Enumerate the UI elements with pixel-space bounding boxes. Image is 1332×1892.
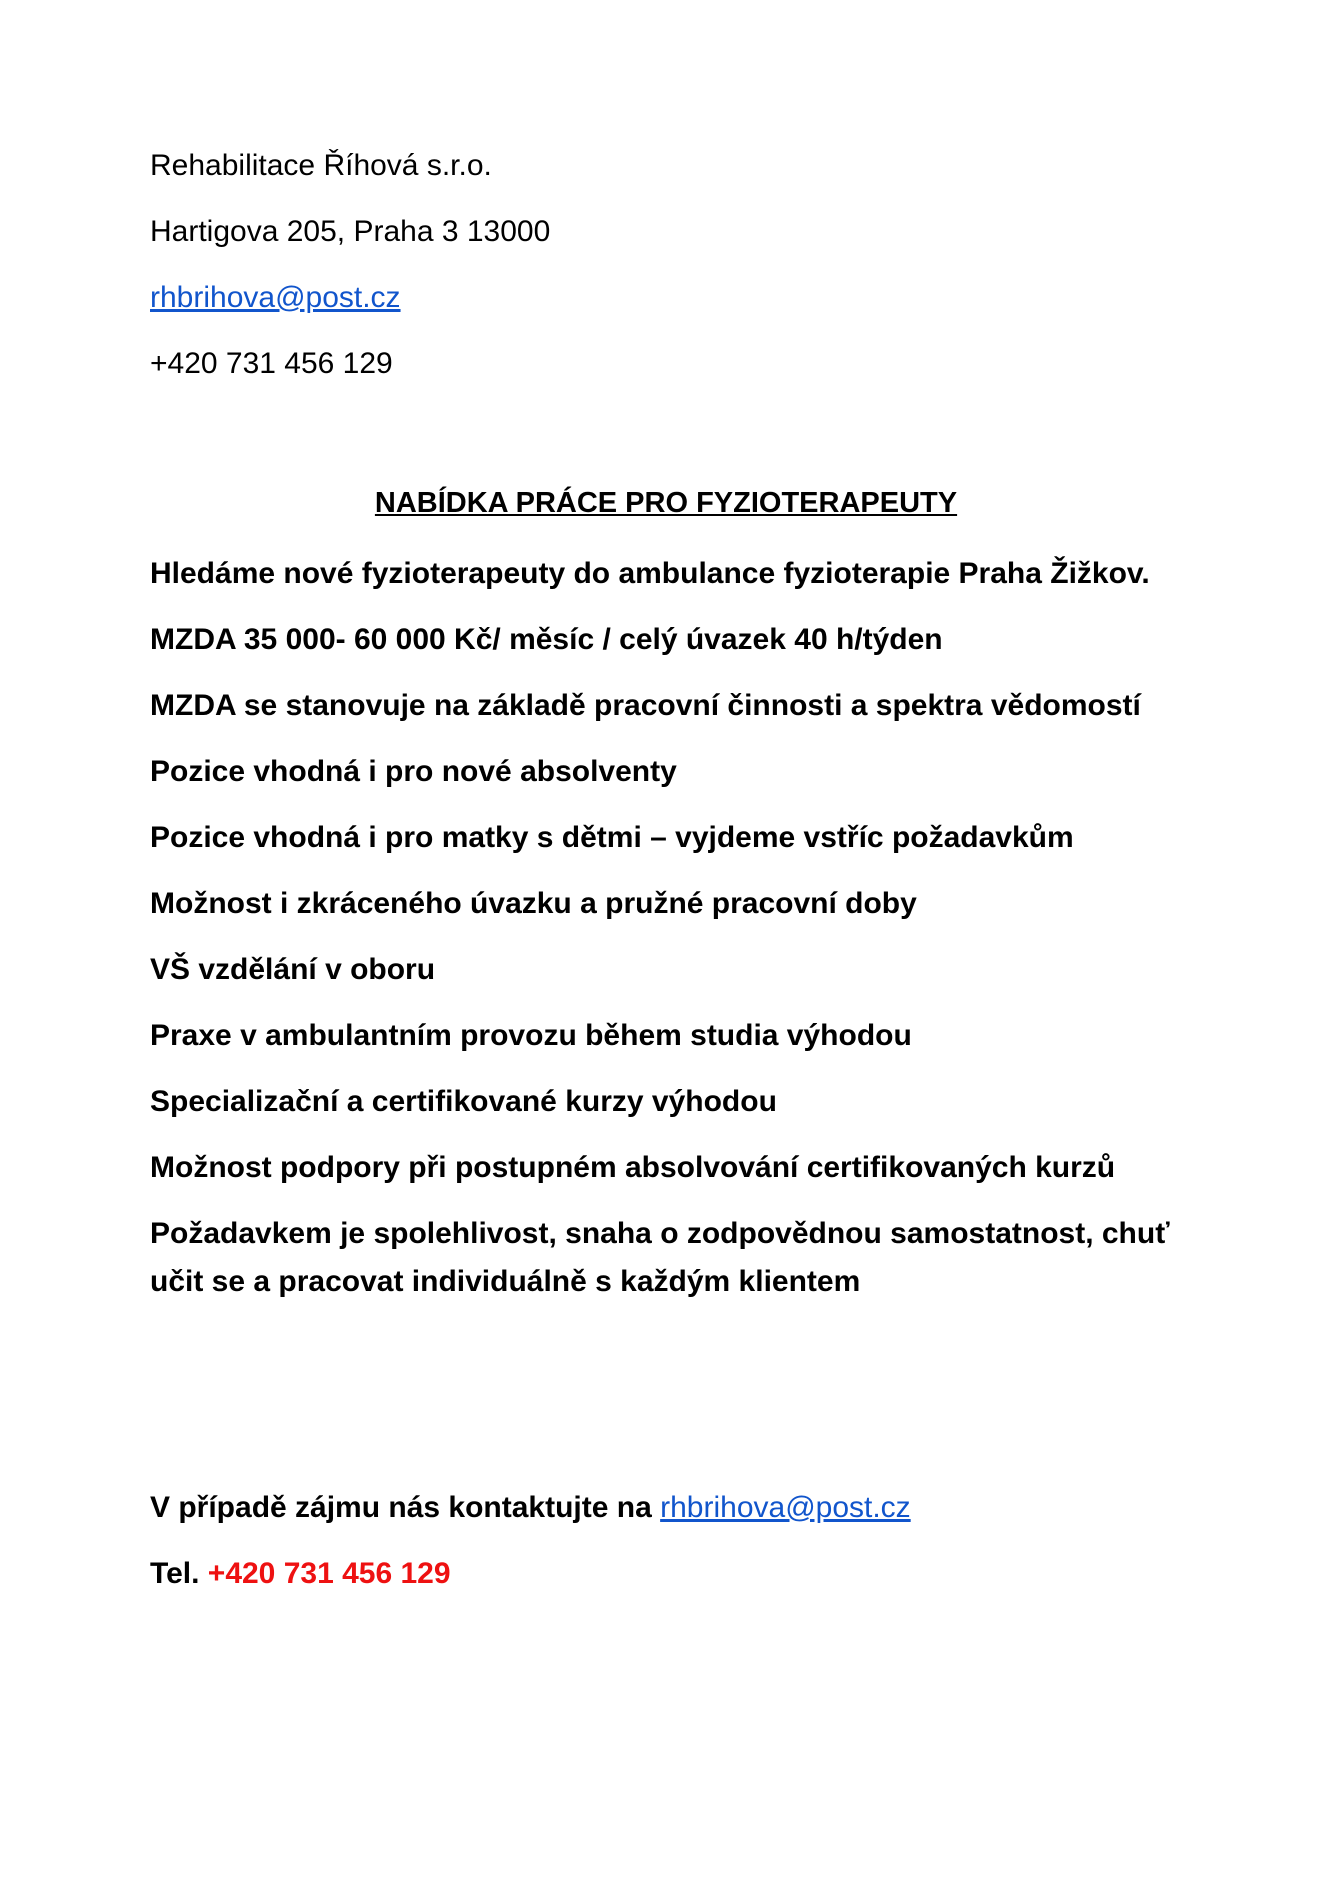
phone-line: +420 731 456 129 (150, 347, 393, 380)
tel-label: Tel. (150, 1557, 208, 1590)
offer-item-mothers: Pozice vhodná i pro matky s dětmi – vyjdeme vstříc požadavkům (150, 821, 1074, 854)
sender-contact-block (150, 148, 1200, 412)
offer-item-search: Hledáme nové fyzioterapeuty do ambulance fyzioterapie Praha Žižkov. (150, 557, 1150, 590)
offer-list (150, 550, 1225, 1324)
email-line (150, 280, 1200, 316)
offer-item-salary-basis: MZDA se stanovuje na základě pracovní činnosti a spektra vědomostí (150, 689, 1141, 722)
offer-item-practice: Praxe v ambulantním provozu během studia výhodou (150, 1019, 912, 1052)
offer-item-graduates: Pozice vhodná i pro nové absolventy (150, 755, 677, 788)
offer-item-courses: Specializační a certifikované kurzy výhodou (150, 1085, 777, 1118)
company-name: Rehabilitace Říhová s.r.o. (150, 149, 492, 182)
contact-prefix: V případě zájmu nás kontaktujte na (150, 1491, 661, 1524)
company-address: Hartigova 205, Praha 3 13000 (150, 215, 551, 248)
offer-item-requirements: Požadavkem je spolehlivost, snaha o zodpovědnou samostatnost, chuť učit se a pracovat individuálně s každým klientem (150, 1217, 1170, 1298)
email-link[interactable]: rhbrihova@post.cz (150, 281, 401, 314)
offer-item-support: Možnost podpory při postupném absolvování certifikovaných kurzů (150, 1151, 1116, 1184)
offer-item-salary: MZDA 35 000- 60 000 Kč/ měsíc / celý úvazek 40 h/týden (150, 623, 943, 656)
offer-item-education: VŠ vzdělání v oboru (150, 953, 436, 986)
telephone-line (150, 1556, 451, 1592)
offer-title: NABÍDKA PRÁCE PRO FYZIOTERAPEUTY (374, 487, 958, 519)
offer-item-part-time: Možnost i zkráceného úvazku a pružné pracovní doby (150, 887, 917, 920)
contact-email-link[interactable]: rhbrihova@post.cz (660, 1491, 911, 1524)
tel-number: +420 731 456 129 (207, 1557, 451, 1590)
contact-call-to-action (150, 1490, 1225, 1526)
